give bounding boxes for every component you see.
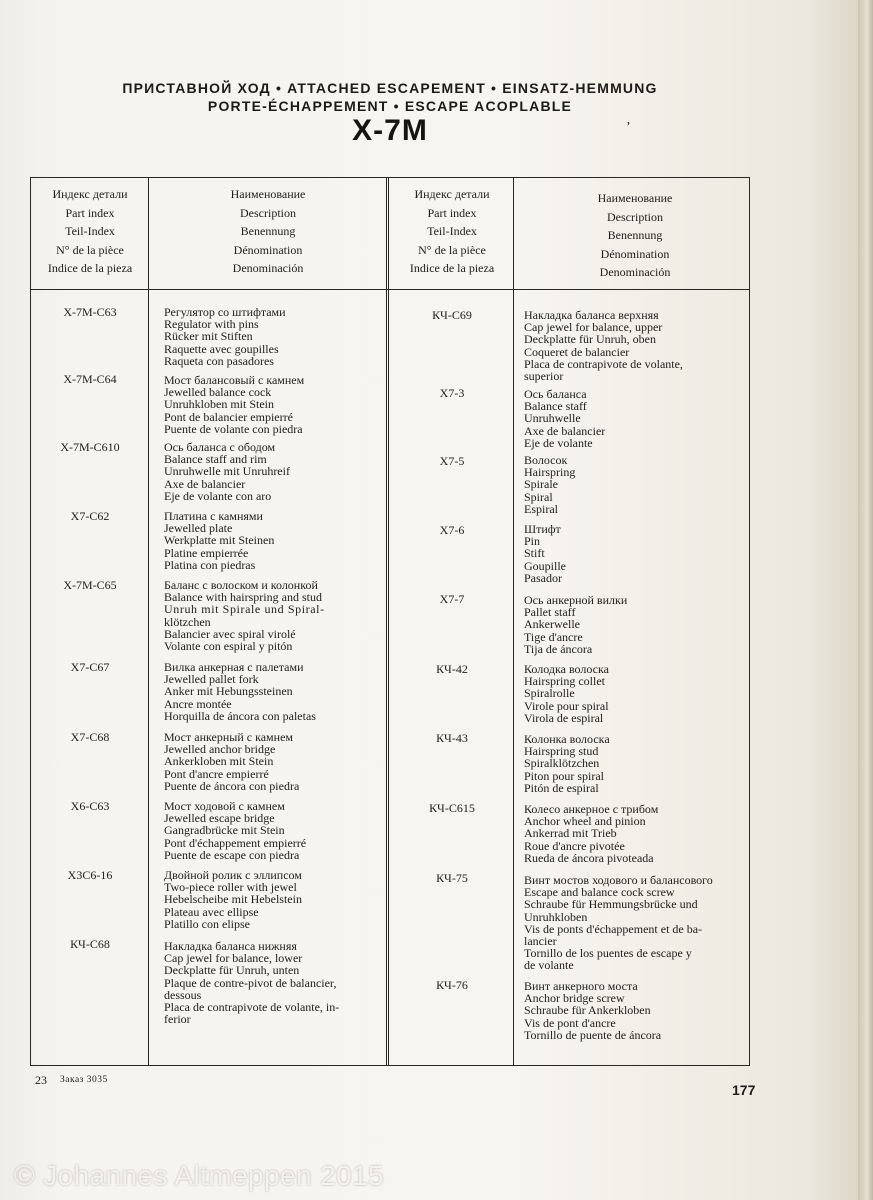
- description-line: Schraube für Hemmungsbrücke und: [524, 897, 698, 912]
- header-line: Description: [240, 205, 296, 220]
- description-line: Pasador: [524, 570, 562, 585]
- description-line: Virola de espiral: [524, 710, 604, 725]
- right-name-header: [515, 189, 755, 282]
- description-line: Horquilla de áncora con paletas: [164, 708, 316, 723]
- part-index: X-7M-C610: [60, 440, 120, 454]
- description-line: Werkplatte mit Steinen: [164, 533, 275, 548]
- description-line: Espiral: [524, 501, 558, 516]
- description-line: Unruhkloben mit Stein: [164, 397, 274, 412]
- center-column-divider: [386, 177, 389, 1066]
- description-line: Roue d'ancre pivotée: [524, 838, 625, 853]
- part-description: [164, 869, 302, 930]
- part-index: КЧ-42: [436, 662, 468, 676]
- part-index: X7-6: [439, 523, 465, 537]
- left-index-header: [32, 185, 148, 278]
- description-line: Tornillo de puente de áncora: [524, 1027, 662, 1042]
- part-description: [164, 731, 299, 792]
- description-line: Винт анкерного моста: [524, 979, 638, 993]
- description-line: Plaque de contre-pivot de balancier,: [164, 975, 337, 990]
- header-line: Indice de la pieza: [409, 261, 495, 275]
- description-line: dessous: [164, 987, 202, 1002]
- description-line: Unruh mit Spirale und Spiral-: [164, 602, 325, 617]
- description-line: Rueda de áncora pivoteada: [524, 850, 654, 865]
- copyright-watermark: © Johannes Altmeppen 2015: [14, 1160, 385, 1191]
- header-line: Teil-Index: [427, 224, 477, 238]
- part-description: [164, 510, 274, 571]
- part-index: X3C6-16: [67, 868, 113, 882]
- description-line: Balance staff: [524, 399, 587, 414]
- description-line: klötzchen: [164, 614, 211, 629]
- header-line: Denominación: [232, 261, 304, 275]
- header-line: Индекс детали: [52, 187, 128, 201]
- description-line: Колесо анкерное с трибом: [524, 802, 659, 816]
- description-line: Ось анкерной вилки: [524, 593, 628, 607]
- part-index: X7-5: [439, 454, 465, 468]
- part-description: [164, 661, 316, 722]
- description-line: ferior: [164, 1012, 191, 1027]
- description-line: Cap jewel for balance, lower: [164, 951, 303, 966]
- description-line: Ось баланса: [524, 387, 587, 401]
- left-column-divider: [148, 177, 149, 1066]
- description-line: Platina con piedras: [164, 557, 256, 572]
- part-description: [524, 874, 713, 972]
- header-line: Description: [607, 209, 663, 224]
- description-line: Deckplatte für Unruh, unten: [164, 963, 300, 978]
- header-line: Denominación: [599, 265, 671, 279]
- description-line: Rücker mit Stiften: [164, 329, 253, 344]
- description-line: Vis de ponts d'échappement et de ba-: [524, 921, 703, 936]
- description-line: Tornillo de los puentes de escape y: [524, 946, 692, 961]
- description-line: Escape and balance cock screw: [524, 885, 675, 900]
- description-line: Two-piece roller with jewel: [164, 880, 297, 895]
- description-line: Pont de balancier empierré: [164, 409, 293, 424]
- description-line: Balance with hairspring and stud: [164, 590, 322, 605]
- description-line: Баланс с волоском и колонкой: [164, 578, 318, 592]
- description-line: Platine empierrée: [164, 545, 249, 560]
- description-line: Pont d'échappement empierré: [164, 835, 307, 850]
- signature-number: 23: [35, 1073, 47, 1087]
- part-index: X7-C62: [70, 509, 110, 523]
- part-index: X-7M-C65: [63, 578, 117, 592]
- part-description: [524, 594, 627, 655]
- page-edge: [858, 0, 873, 1200]
- description-line: Cap jewel for balance, upper: [524, 320, 663, 335]
- description-line: Колонка волоска: [524, 732, 610, 746]
- description-line: Накладка баланса нижняя: [164, 939, 297, 953]
- description-line: Virole pour spiral: [524, 698, 609, 713]
- part-description: [164, 441, 290, 502]
- part-index: X7-7: [439, 592, 465, 606]
- description-line: Anker mit Hebungssteinen: [164, 684, 293, 699]
- description-line: Мост анкерный с камнем: [164, 730, 293, 744]
- description-line: Ancre montée: [164, 696, 232, 711]
- part-index: КЧ-C69: [432, 308, 472, 322]
- description-line: Puente de escape con piedra: [164, 847, 300, 862]
- part-index: X7-C67: [70, 660, 110, 674]
- description-line: Волосок: [524, 453, 568, 467]
- header-line: Dénomination: [233, 242, 303, 257]
- description-line: Ankerrad mit Trieb: [524, 826, 617, 841]
- header-line: Part index: [427, 205, 477, 220]
- header-line: Индекс детали: [414, 187, 490, 201]
- part-index: X7-3: [439, 386, 465, 400]
- ink-mark: ʼ: [626, 120, 631, 135]
- description-line: Axe de balancier: [164, 476, 246, 491]
- description-line: Platillo con elipse: [164, 916, 250, 931]
- description-line: Регулятор со штифтами: [164, 305, 286, 319]
- description-line: Raqueta con pasadores: [164, 353, 274, 368]
- description-line: Spiralrolle: [524, 686, 575, 701]
- description-line: Unruhwelle mit Unruhreif: [164, 464, 290, 479]
- description-line: Винт мостов ходового и балансового: [524, 873, 713, 887]
- description-line: Volante con espiral y pitón: [164, 639, 293, 654]
- table-header-divider: [30, 289, 750, 290]
- description-line: Deckplatte für Unruh, oben: [524, 332, 656, 347]
- description-line: Jewelled escape bridge: [164, 811, 275, 826]
- print-order: Заказ 3035: [60, 1075, 108, 1085]
- description-line: Plateau avec ellipse: [164, 904, 259, 919]
- part-index: КЧ-76: [436, 978, 468, 992]
- description-line: Spiral: [524, 489, 553, 504]
- description-line: Jewelled balance cock: [164, 385, 272, 400]
- header-line: Benennung: [607, 228, 663, 242]
- description-line: Unruhkloben: [524, 909, 588, 924]
- page-title-line-1: ПРИСТАВНОЙ ХОД • ATTACHED ESCAPEMENT • EINSATZ-HEMMUNG: [122, 80, 658, 96]
- part-description: [164, 579, 325, 652]
- part-description: [524, 663, 609, 724]
- header-line: N° de la pièce: [418, 242, 486, 257]
- description-line: Raquette avec goupilles: [164, 341, 279, 356]
- description-line: Unruhwelle: [524, 411, 581, 426]
- description-line: Placa de contrapivote de volante,: [524, 356, 683, 371]
- part-index: КЧ-75: [436, 871, 468, 885]
- header-line: Наименование: [230, 187, 306, 201]
- description-line: Anchor wheel and pinion: [524, 814, 646, 829]
- description-line: Balance staff and rim: [164, 452, 267, 467]
- description-line: Ankerkloben mit Stein: [164, 754, 274, 769]
- description-line: Schraube für Ankerkloben: [524, 1003, 651, 1018]
- part-index: X-7M-C63: [63, 305, 117, 319]
- header-line: Part index: [65, 205, 115, 220]
- part-index: КЧ-C615: [429, 801, 475, 815]
- part-description: [164, 940, 339, 1025]
- part-description: [524, 733, 610, 794]
- model-heading: X-7M: [352, 114, 428, 147]
- description-line: Штифт: [524, 522, 561, 536]
- description-line: Balancier avec spiral virolé: [164, 626, 296, 641]
- description-line: Regulator with pins: [164, 317, 259, 332]
- description-line: Hebelscheibe mit Hebelstein: [164, 892, 302, 907]
- description-line: Накладка баланса верхняя: [524, 308, 659, 322]
- description-line: Tige d'ancre: [524, 629, 583, 644]
- part-description: [524, 454, 575, 515]
- part-description: [524, 980, 661, 1041]
- description-line: lancier: [524, 934, 557, 949]
- description-line: Вилка анкерная с палетами: [164, 660, 304, 674]
- description-line: Jewelled anchor bridge: [164, 742, 276, 757]
- description-line: Anchor bridge screw: [524, 991, 625, 1006]
- description-line: Placa de contrapivote de volante, in-: [164, 1000, 340, 1015]
- description-line: Gangradbrücke mit Stein: [164, 823, 285, 838]
- description-line: Двойной ролик с эллипсом: [164, 868, 302, 882]
- description-line: Eje de volante: [524, 435, 593, 450]
- page-number: 177: [732, 1082, 756, 1098]
- part-description: [524, 803, 658, 864]
- description-line: Tija de áncora: [524, 641, 593, 656]
- header-line: Teil-Index: [65, 224, 115, 238]
- description-line: Puente de áncora con piedra: [164, 778, 300, 793]
- part-description: [524, 523, 566, 584]
- description-line: Pitón de espiral: [524, 780, 599, 795]
- description-line: Piton pour spiral: [524, 768, 604, 783]
- description-line: Jewelled plate: [164, 521, 233, 536]
- description-line: de volante: [524, 958, 574, 973]
- header-line: Indice de la pieza: [47, 261, 133, 275]
- description-line: Eje de volante con aro: [164, 488, 272, 503]
- right-column-divider: [513, 177, 514, 1066]
- description-line: superior: [524, 369, 564, 384]
- part-index: КЧ-43: [436, 731, 468, 745]
- description-line: Ankerwelle: [524, 617, 580, 632]
- part-index: КЧ-C68: [70, 937, 110, 951]
- part-description: [164, 800, 306, 861]
- header-line: Dénomination: [600, 246, 670, 261]
- part-index: X7-C68: [70, 730, 110, 744]
- description-line: Hairspring collet: [524, 674, 605, 689]
- description-line: Jewelled pallet fork: [164, 672, 259, 687]
- description-line: Ось баланса с ободом: [164, 440, 276, 454]
- description-line: Stift: [524, 546, 545, 561]
- part-description: [164, 374, 304, 435]
- left-name-header: [150, 185, 386, 278]
- header-line: N° de la pièce: [56, 242, 124, 257]
- description-line: Coqueret de balancier: [524, 344, 630, 359]
- description-line: Hairspring: [524, 465, 576, 480]
- description-line: Spiralklötzchen: [524, 756, 600, 771]
- part-description: [164, 306, 286, 367]
- header-line: Наименование: [597, 191, 673, 205]
- description-line: Hairspring stud: [524, 744, 599, 759]
- description-line: Платина с камнями: [164, 509, 263, 523]
- part-index: X6-C63: [70, 799, 110, 813]
- part-description: [524, 309, 683, 382]
- description-line: Puente de volante con piedra: [164, 421, 303, 436]
- right-index-header: [392, 185, 512, 278]
- description-line: Мост ходовой с камнем: [164, 799, 285, 813]
- description-line: Vis de pont d'ancre: [524, 1015, 616, 1030]
- description-line: Pont d'ancre empierré: [164, 766, 269, 781]
- header-line: Benennung: [240, 224, 296, 238]
- description-line: Колодка волоска: [524, 662, 609, 676]
- description-line: Pin: [524, 534, 541, 549]
- page-title-line-2: PORTE-ÉCHAPPEMENT • ESCAPE ACOPLABLE: [207, 98, 573, 114]
- description-line: Spirale: [524, 477, 558, 492]
- part-index: X-7M-C64: [63, 372, 117, 386]
- description-line: Мост балансовый с камнем: [164, 373, 305, 387]
- description-line: Pallet staff: [524, 605, 576, 620]
- description-line: Axe de balancier: [524, 423, 606, 438]
- description-line: Goupille: [524, 558, 566, 573]
- part-description: [524, 388, 605, 449]
